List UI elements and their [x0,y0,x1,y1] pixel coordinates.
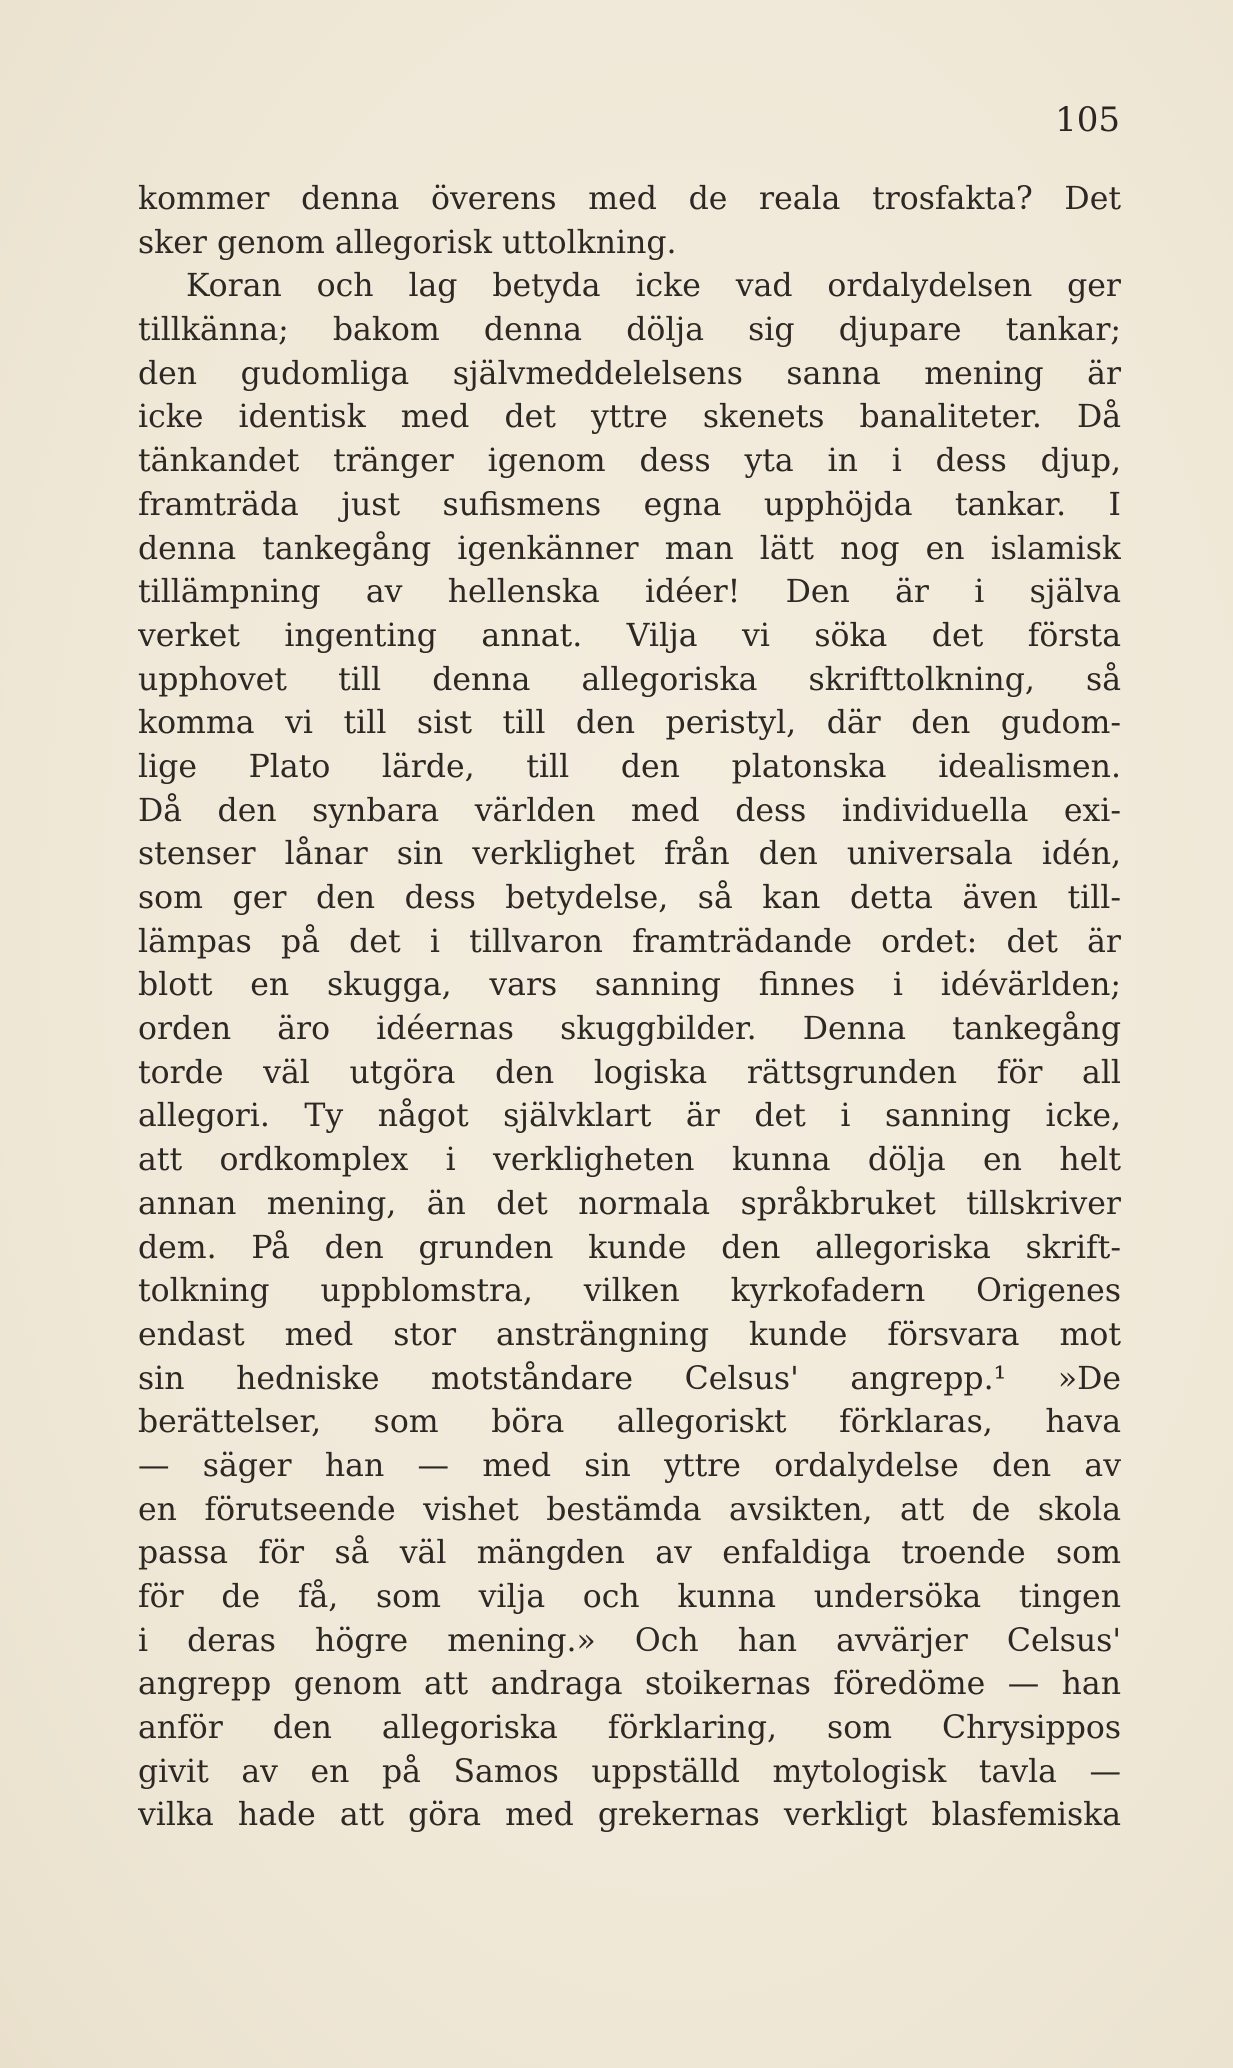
text-line: sin hedniske motståndare Celsus' angrepp.¹ »De [138,1360,1121,1397]
text-line: verket ingenting annat. Vilja vi söka det första [138,617,1121,654]
text-line: tillkänna; bakom denna dölja sig djupare tankar; [138,312,1121,349]
text-line: anför den allegoriska förklaring, som Chrysippos [138,1710,1121,1747]
text-line: komma vi till sist till den peristyl, där den gudom- [138,705,1121,742]
text-line: passa för så väl mängden av enfaldiga troende som [138,1535,1121,1572]
text-line: lämpas på det i tillvaron framträdande ordet: det är [138,923,1121,960]
text-line: framträda just sufismens egna upphöjda tankar. I [138,486,1121,523]
text-line: tillämpning av hellenska idéer! Den är i själva [138,574,1121,611]
text-line: blott en skugga, vars sanning finnes i idévärlden; [138,967,1121,1004]
text-line: denna tankegång igenkänner man lätt nog en islamisk [138,530,1121,567]
body-text [138,178,1121,1838]
text-line: — säger han — med sin yttre ordalydelse den av [138,1447,1121,1484]
text-line: orden äro idéernas skuggbilder. Denna tankegång [138,1011,1121,1048]
text-line: Då den synbara världen med dess individuella exi- [138,792,1121,829]
text-line: sker genom allegorisk uttolkning. [138,224,677,261]
text-line: vilka hade att göra med grekernas verkligt blasfemiska [138,1797,1121,1834]
text-line: den gudomliga självmeddelelsens sanna mening är [138,355,1121,392]
text-line: kommer denna överens med de reala trosfakta? Det [138,181,1121,217]
text-line: torde väl utgöra den logiska rättsgrunden för all [138,1054,1121,1091]
text-line: allegori. Ty något självklart är det i sanning icke, [138,1098,1121,1135]
text-line: dem. På den grunden kunde den allegoriska skrift- [138,1229,1121,1266]
text-line: lige Plato lärde, till den platonska idealismen. [138,748,1121,785]
text-line: givit av en på Samos uppställd mytologisk tavla — [138,1753,1121,1790]
text-line: som ger den dess betydelse, så kan detta även till- [138,880,1121,916]
page-number: 105 [1055,100,1120,140]
text-line: stenser lånar sin verklighet från den universala idén, [138,836,1121,873]
text-line: annan mening, än det normala språkbruket tillskriver [138,1185,1121,1222]
text-line: upphovet till denna allegoriska skrifttolkning, så [138,661,1121,698]
text-line: tänkandet tränger igenom dess yta in i dess djup, [138,443,1121,480]
text-line: en förutseende vishet bestämda avsikten, att de skola [138,1491,1121,1528]
text-line: för de få, som vilja och kunna undersöka tingen [138,1579,1121,1615]
text-line: berättelser, som böra allegoriskt förklaras, hava [138,1404,1121,1441]
text-line: endast med stor ansträngning kunde försvara mot [138,1316,1121,1353]
text-line: icke identisk med det yttre skenets banaliteter. Då [138,399,1121,436]
text-line: angrepp genom att andraga stoikernas föredöme — han [138,1666,1121,1703]
text-line: tolkning uppblomstra, vilken kyrkofadern Origenes [138,1273,1121,1310]
text-line: i deras högre mening.» Och han avvärjer Celsus' [138,1622,1121,1659]
text-line: Koran och lag betyda icke vad ordalydelsen ger [186,268,1121,305]
text-line: att ordkomplex i verkligheten kunna dölja en helt [138,1142,1121,1179]
